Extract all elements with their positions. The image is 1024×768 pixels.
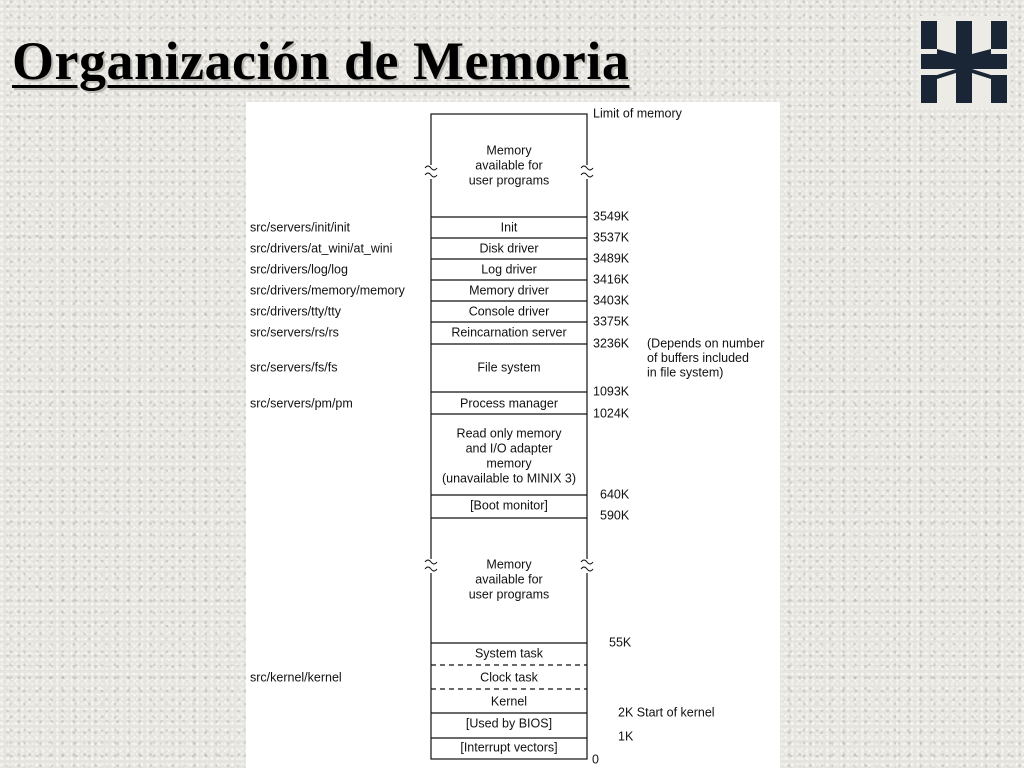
address-label: 590K	[600, 508, 630, 523]
block-label: Read only memory	[456, 426, 562, 441]
block-label: user programs	[468, 173, 550, 188]
source-path-label: src/drivers/at_wini/at_wini	[250, 241, 393, 256]
block-label: Memory driver	[469, 283, 549, 298]
address-label: 3403K	[593, 293, 630, 308]
slide-title: Organización de Memoria	[12, 31, 630, 91]
utn-logo-icon	[918, 16, 1010, 113]
address-label: 3236K	[593, 336, 630, 351]
block-label: Process manager	[460, 396, 558, 411]
source-path-label: src/servers/init/init	[250, 220, 351, 235]
source-path-label: src/drivers/memory/memory	[250, 283, 405, 298]
block-label: (unavailable to MINIX 3)	[441, 471, 577, 486]
block-label: [Boot monitor]	[470, 498, 548, 513]
block-label: user programs	[468, 587, 550, 602]
address-label: 3537K	[593, 230, 630, 245]
block-label: Log driver	[481, 262, 537, 277]
address-label: 1K	[618, 729, 634, 744]
block-label: memory	[486, 456, 532, 471]
file-system-note: (Depends on number	[647, 336, 765, 351]
block-label: Memory	[486, 143, 532, 158]
source-path-label: src/servers/pm/pm	[250, 396, 353, 411]
limit-of-memory-label: Limit of memory	[593, 106, 682, 121]
block-label: [Used by BIOS]	[465, 716, 553, 731]
address-label: 640K	[600, 487, 630, 502]
source-path-label: src/servers/rs/rs	[250, 325, 339, 340]
block-label: Reincarnation server	[451, 325, 567, 340]
address-label: 2K Start of kernel	[618, 705, 715, 720]
block-label: Memory	[486, 557, 532, 572]
address-label: 3416K	[593, 272, 630, 287]
address-label: 1093K	[593, 384, 630, 399]
address-label: 3549K	[593, 209, 630, 224]
block-label: Kernel	[490, 694, 528, 709]
source-path-label: src/kernel/kernel	[250, 670, 342, 685]
block-label: Disk driver	[479, 241, 539, 256]
address-label: 55K	[609, 635, 632, 650]
block-label: Console driver	[468, 304, 550, 319]
source-path-label: src/servers/fs/fs	[250, 360, 338, 375]
block-label: available for	[475, 572, 543, 587]
block-label: [Interrupt vectors]	[460, 740, 558, 755]
block-label: File system	[477, 360, 541, 375]
address-label: 3375K	[593, 314, 630, 329]
source-path-label: src/drivers/log/log	[250, 262, 348, 277]
block-label: available for	[475, 158, 543, 173]
address-label: 3489K	[593, 251, 630, 266]
file-system-note: in file system)	[647, 365, 724, 380]
block-label: Clock task	[480, 670, 538, 685]
address-label: 0	[592, 752, 599, 767]
diagram-panel	[246, 102, 780, 768]
block-label: and I/O adapter	[465, 441, 553, 456]
block-label: System task	[474, 646, 544, 661]
block-label: Init	[500, 220, 518, 235]
file-system-note: of buffers included	[647, 350, 749, 365]
address-label: 1024K	[593, 406, 630, 421]
source-path-label: src/drivers/tty/tty	[250, 304, 341, 319]
memory-map-diagram	[246, 102, 780, 768]
